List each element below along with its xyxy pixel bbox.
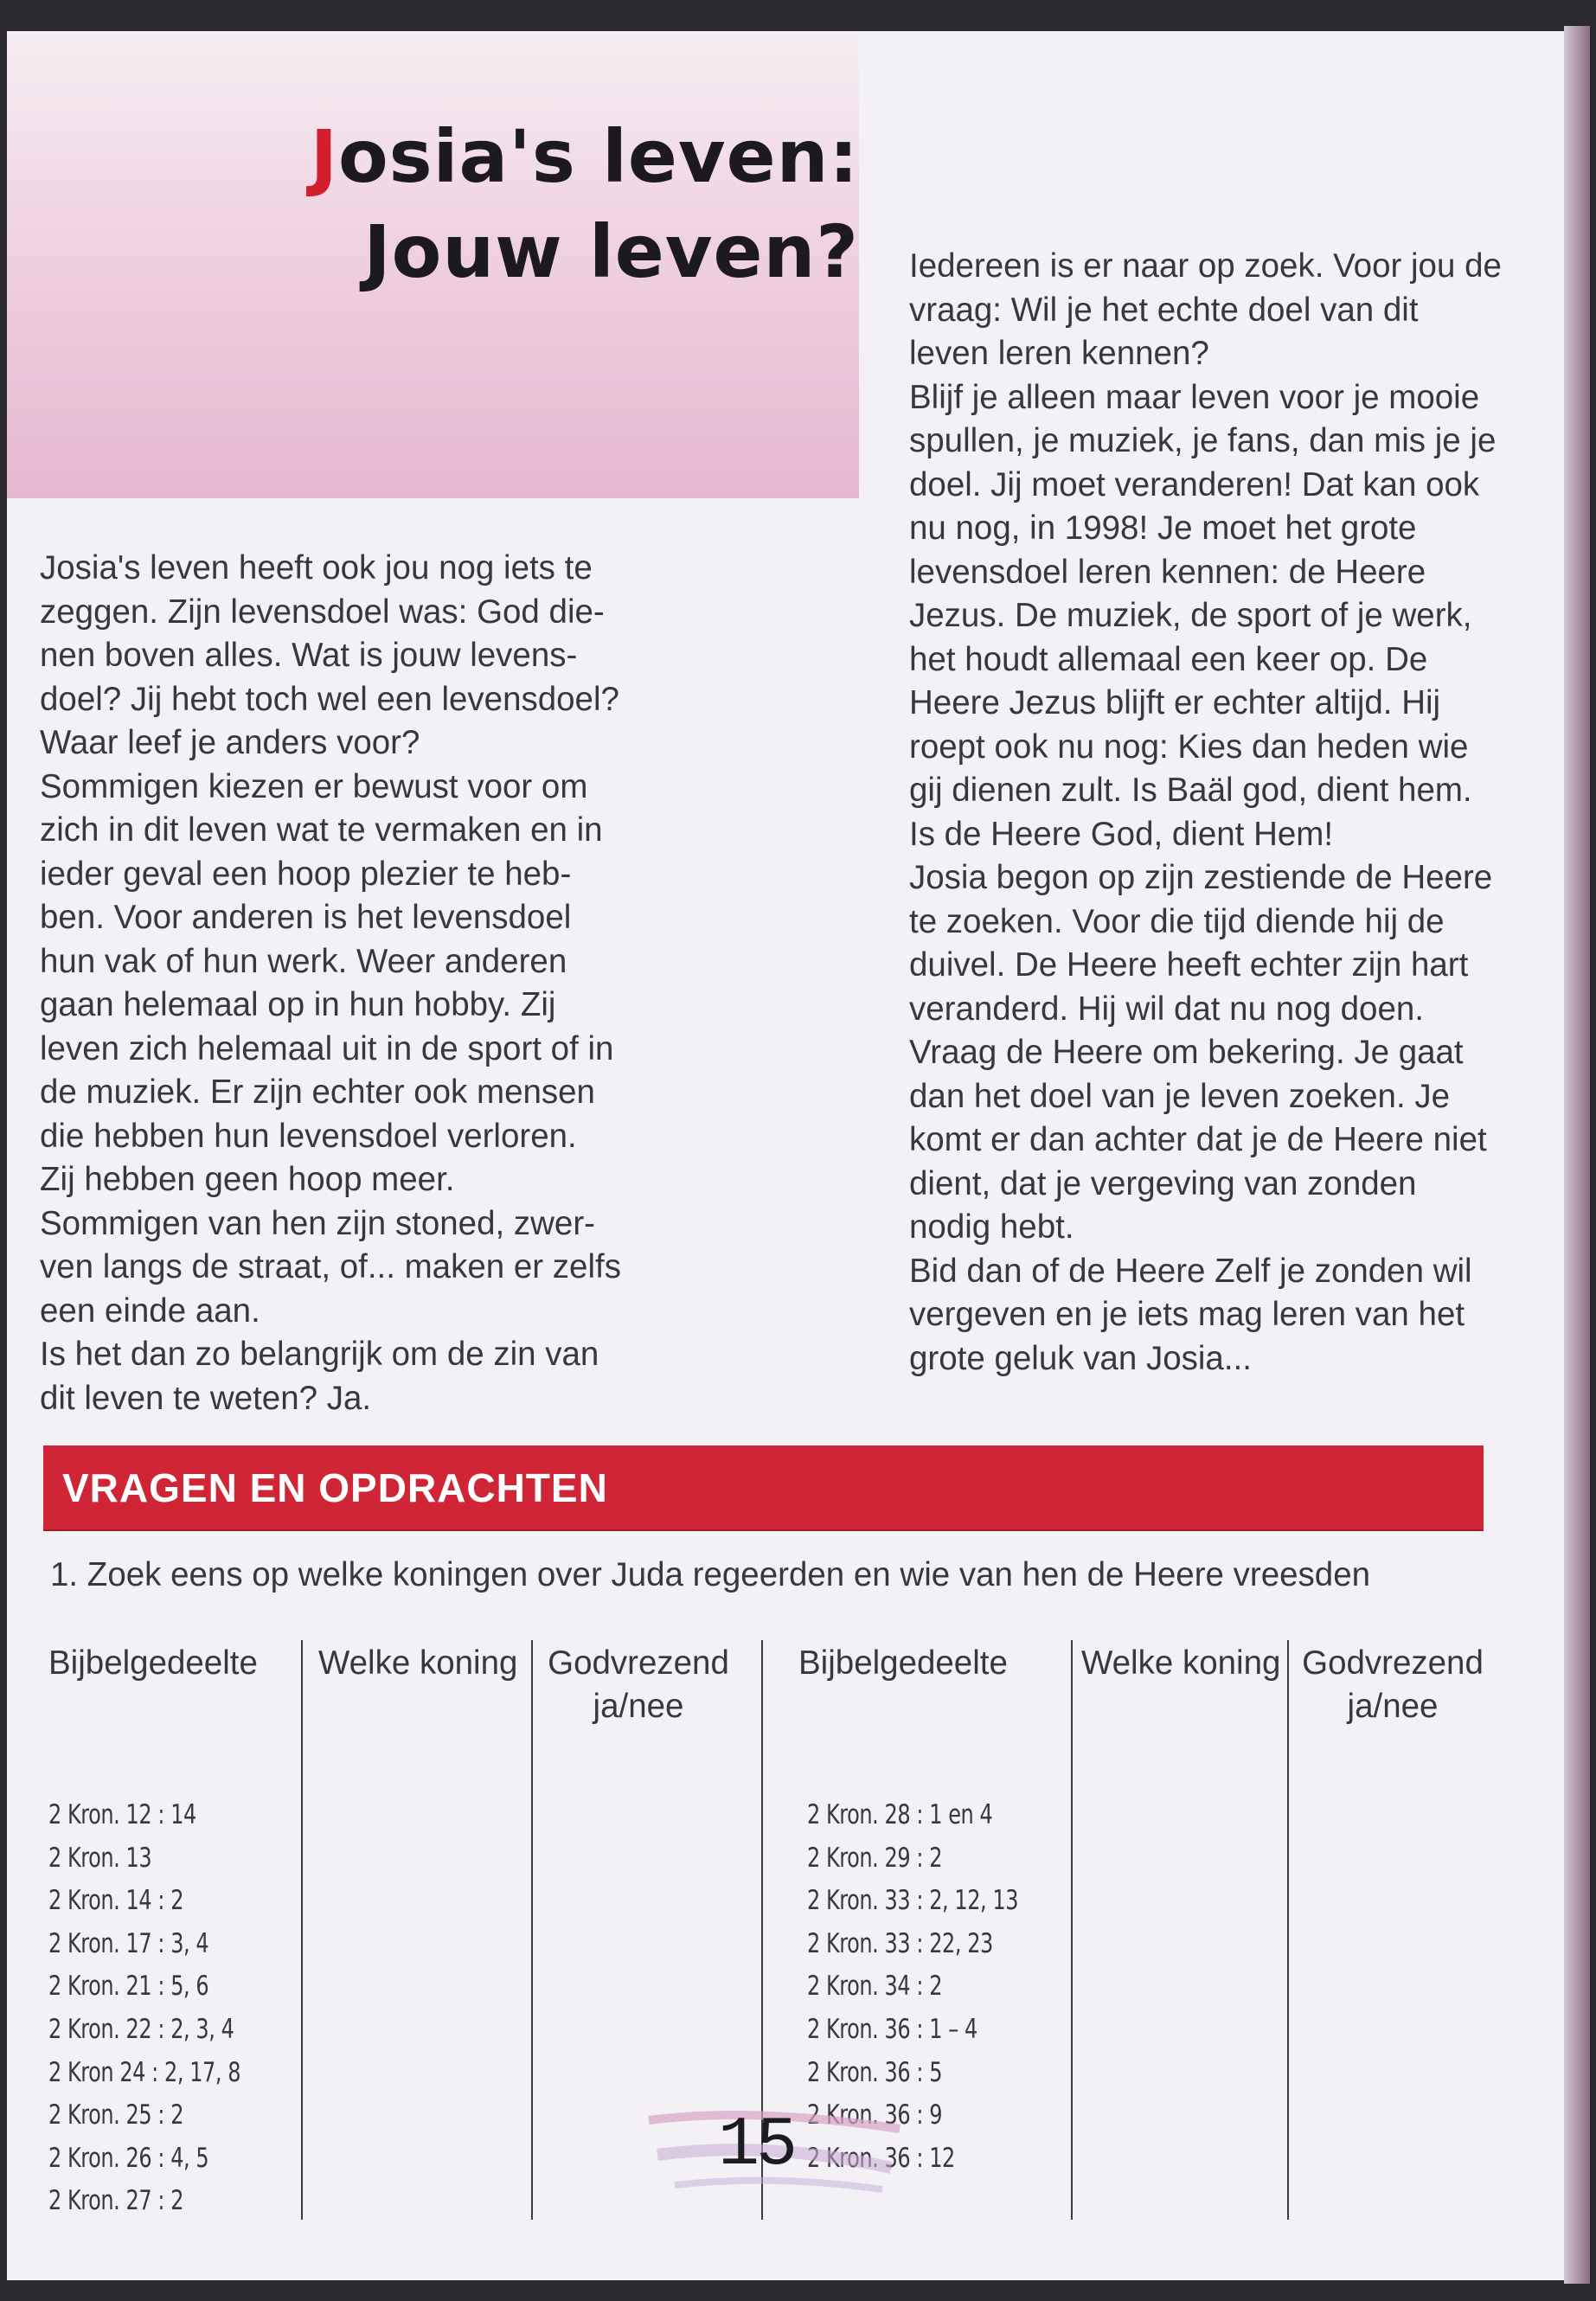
page-number: 15 <box>718 2106 795 2185</box>
left-column-line: ben. Voor anderen is het levensdoel <box>40 899 572 936</box>
left-column-line: ieder geval een hoop plezier te heb- <box>40 855 572 893</box>
left-column-line: Is het dan zo belangrijk om de zin van <box>40 1336 599 1373</box>
header-welke-koning-right: Welke koning <box>1081 1644 1281 1682</box>
section-banner <box>43 1445 1484 1529</box>
right-column-line: komt er dan achter dat je de Heere niet <box>909 1121 1487 1158</box>
title-dropcap: J <box>310 114 338 199</box>
right-column-line: Is de Heere God, dient Hem! <box>909 815 1334 853</box>
right-column-line: Heere Jezus blijft er echter altijd. Hij <box>909 684 1441 721</box>
page-title <box>253 109 859 299</box>
right-column-line: Josia begon op zijn zestiende de Heere <box>909 859 1493 896</box>
left-column-line: Waar leef je anders voor? <box>40 724 420 761</box>
header-godvrezend-left-line1: Godvrezend <box>548 1644 729 1682</box>
table-divider-2 <box>531 1640 533 2220</box>
header-janee-right: ja/nee <box>1347 1688 1439 1725</box>
left-column-line: zeggen. Zijn levensdoel was: God die- <box>40 593 605 631</box>
right-column-line: dan het doel van je leven zoeken. Je <box>909 1077 1451 1115</box>
header-godvrezend-right-line1: Godvrezend <box>1302 1644 1484 1682</box>
right-column-line: veranderd. Hij wil dat nu nog doen. <box>909 990 1424 1028</box>
right-column-line: leven leren kennen? <box>909 335 1209 372</box>
title-line-2: Jouw leven? <box>363 209 859 294</box>
bible-references-left <box>48 1794 272 2223</box>
page <box>7 31 1564 2280</box>
left-column-line: dit leven te weten? Ja. <box>40 1379 372 1417</box>
left-column-line: Sommigen van hen zijn stoned, zwer- <box>40 1204 595 1242</box>
right-column-line: Jezus. De muziek, de sport of je werk, <box>909 597 1472 634</box>
right-column-line: nu nog, in 1998! Je moet het grote <box>909 510 1417 547</box>
page-edge <box>1564 26 1590 2284</box>
table-divider-1 <box>301 1640 303 2220</box>
right-column-line: grote geluk van Josia... <box>909 1339 1252 1377</box>
title-line-1-rest: osia's leven: <box>337 114 859 199</box>
right-column-line: vraag: Wil je het echte doel van dit <box>909 291 1419 329</box>
bible-reference: 2 Kron. 33 : 22, 23 <box>807 1927 993 1959</box>
right-column-line: levensdoel leren kennen: de Heere <box>909 553 1426 591</box>
bible-reference: 2 Kron. 12 : 14 <box>48 1799 196 1830</box>
table-divider-4 <box>1071 1640 1073 2220</box>
right-column-line: Bid dan of de Heere Zelf je zonden wil <box>909 1252 1472 1290</box>
left-column-line: hun vak of hun werk. Weer anderen <box>40 942 567 980</box>
bible-reference: 2 Kron. 34 : 2 <box>807 1971 943 2003</box>
left-column-line: Sommigen kiezen er bewust voor om <box>40 767 588 805</box>
bible-reference: 2 Kron. 22 : 2, 3, 4 <box>48 2013 234 2045</box>
right-column-line: het houdt allemaal een keer op. De <box>909 640 1428 678</box>
right-column-line: vergeven en je iets mag leren van het <box>909 1296 1465 1333</box>
title-header-block <box>7 31 859 498</box>
header-godvrezend-right <box>1289 1642 1497 1728</box>
right-column-line: duivel. De Heere heeft echter zijn hart <box>909 946 1469 984</box>
right-column-line: roept ook nu nog: Kies dan heden wie <box>909 727 1469 766</box>
right-column-line: Vraag de Heere om bekering. Je gaat <box>909 1034 1464 1071</box>
bible-reference: 2 Kron. 14 : 2 <box>48 1885 184 1917</box>
right-column-line: spullen, je muziek, je fans, dan mis je je <box>909 422 1497 459</box>
title-line-1 <box>253 109 859 204</box>
bible-reference: 2 Kron. 36 : 12 <box>807 2142 955 2174</box>
left-column-line: de muziek. Er zijn echter ook mensen <box>40 1074 595 1111</box>
left-column-line: leven zich helemaal uit in de sport of in <box>40 1029 614 1067</box>
left-column-line: een einde aan. <box>40 1292 260 1330</box>
bible-reference: 2 Kron. 36 : 1 – 4 <box>807 2013 977 2045</box>
right-text-column <box>909 245 1515 1381</box>
left-column-line: Josia's leven heeft ook jou nog iets te <box>40 549 593 586</box>
left-column-line: zich in dit leven wat te vermaken en in <box>40 811 603 849</box>
header-bijbelgedeelte-right: Bijbelgedeelte <box>798 1644 1008 1682</box>
bible-reference: 2 Kron. 36 : 5 <box>807 2056 943 2088</box>
bible-reference: 2 Kron. 13 <box>48 1842 152 1874</box>
left-text-column <box>40 547 628 1420</box>
right-column-line: nodig hebt. <box>909 1208 1074 1246</box>
right-column-line: Blijf je alleen maar leven voor je mooie <box>909 378 1480 416</box>
header-janee-left: ja/nee <box>593 1688 684 1725</box>
left-column-line: doel? Jij hebt toch wel een levensdoel? <box>40 680 619 718</box>
bible-reference: 2 Kron. 28 : 1 en 4 <box>807 1799 993 1830</box>
bible-reference: 2 Kron. 36 : 9 <box>807 2099 943 2131</box>
left-column-line: nen boven alles. Wat is jouw levens- <box>40 637 578 674</box>
right-column-line: gij dienen zult. Is Baäl god, dient hem. <box>909 772 1472 809</box>
right-column-line: doel. Jij moet veranderen! Dat kan ook <box>909 465 1480 503</box>
left-column-line: Zij hebben geen hoop meer. <box>40 1161 455 1198</box>
bible-reference: 2 Kron. 26 : 4, 5 <box>48 2142 209 2174</box>
bible-reference: 2 Kron. 25 : 2 <box>48 2099 184 2131</box>
bible-reference: 2 Kron 24 : 2, 17, 8 <box>48 2056 241 2088</box>
right-column-line: te zoeken. Voor die tijd diende hij de <box>909 902 1445 940</box>
bible-reference: 2 Kron. 21 : 5, 6 <box>48 1971 209 2003</box>
left-column-line: die hebben hun levensdoel verloren. <box>40 1117 577 1155</box>
header-bijbelgedeelte-left: Bijbelgedeelte <box>48 1644 258 1682</box>
question-1: 1. Zoek eens op welke koningen over Juda regeerden en wie van hen de Heere vreesden <box>50 1556 1371 1593</box>
bible-reference: 2 Kron. 17 : 3, 4 <box>48 1927 209 1959</box>
header-godvrezend-left <box>535 1642 742 1728</box>
left-column-line: ven langs de straat, of... maken er zelfs <box>40 1248 621 1285</box>
section-banner-title: VRAGEN EN OPDRACHTEN <box>62 1465 608 1510</box>
bible-reference: 2 Kron. 33 : 2, 12, 13 <box>807 1885 1019 1917</box>
right-column-line: Iedereen is er naar op zoek. Voor jou de <box>909 247 1502 285</box>
table-divider-5 <box>1287 1640 1289 2220</box>
bible-reference: 2 Kron. 27 : 2 <box>48 2185 184 2217</box>
header-welke-koning-left: Welke koning <box>318 1644 518 1682</box>
left-column-line: gaan helemaal op in hun hobby. Zij <box>40 986 556 1023</box>
bible-reference: 2 Kron. 29 : 2 <box>807 1842 943 1874</box>
right-column-line: dient, dat je vergeving van zonden <box>909 1164 1417 1202</box>
